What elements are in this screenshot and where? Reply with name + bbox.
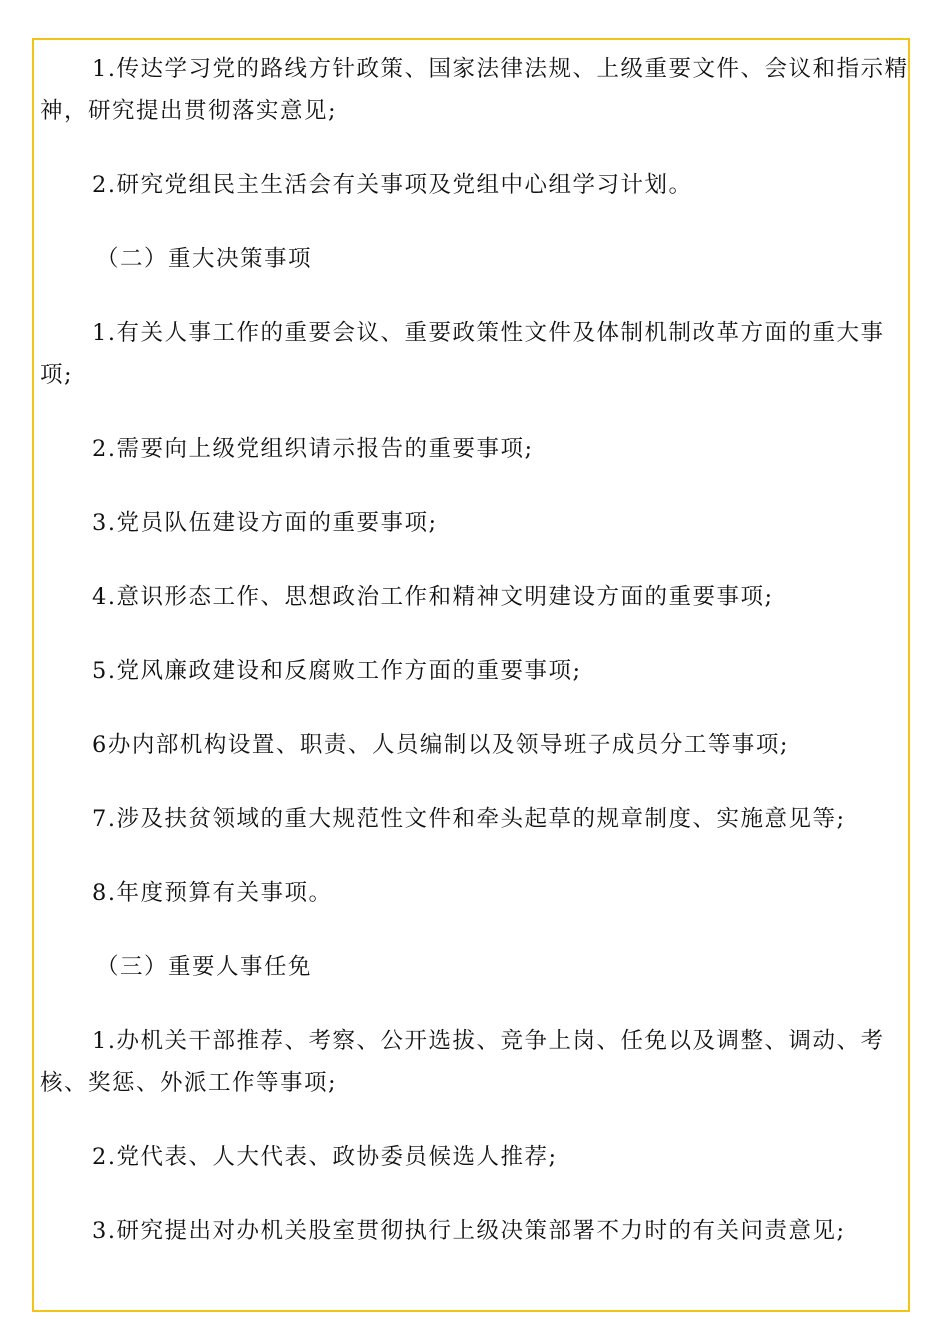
paragraph-item-1: 1.传达学习党的路线方针政策、国家法律法规、上级重要文件、会议和指示精神，研究提出贯彻落实意见; — [40, 56, 909, 124]
paragraph-item-3: 3.研究提出对办机关股室贯彻执行上级决策部署不力时的有关问责意见; — [92, 1218, 846, 1244]
paragraph-item-3: 3.党员队伍建设方面的重要事项; — [92, 510, 438, 536]
paragraph-item-5: 5.党风廉政建设和反腐败工作方面的重要事项; — [92, 658, 582, 684]
paragraph-item-6: 6办内部机构设置、职责、人员编制以及领导班子成员分工等事项; — [92, 732, 789, 758]
section-heading-decisions: （二）重大决策事项 — [96, 246, 313, 272]
paragraph-item-7: 7.涉及扶贫领域的重大规范性文件和牵头起草的规章制度、实施意见等; — [92, 806, 846, 832]
paragraph-item-1: 1.办机关干部推荐、考察、公开选拔、竞争上岗、任免以及调整、调动、考核、奖惩、外派工作等事项; — [40, 1028, 885, 1096]
paragraph-item-4: 4.意识形态工作、思想政治工作和精神文明建设方面的重要事项; — [92, 584, 774, 610]
section-heading-personnel: （三）重要人事任免 — [96, 954, 313, 980]
paragraph-item-2: 2.研究党组民主生活会有关事项及党组中心组学习计划。 — [92, 172, 693, 198]
paragraph-item-2: 2.需要向上级党组织请示报告的重要事项; — [92, 436, 534, 462]
paragraph-item-1: 1.有关人事工作的重要会议、重要政策性文件及体制机制改革方面的重大事项; — [40, 320, 885, 388]
paragraph-item-8: 8.年度预算有关事项。 — [92, 880, 333, 906]
paragraph-item-2: 2.党代表、人大代表、政协委员候选人推荐; — [92, 1144, 558, 1170]
document-body — [40, 48, 912, 1284]
